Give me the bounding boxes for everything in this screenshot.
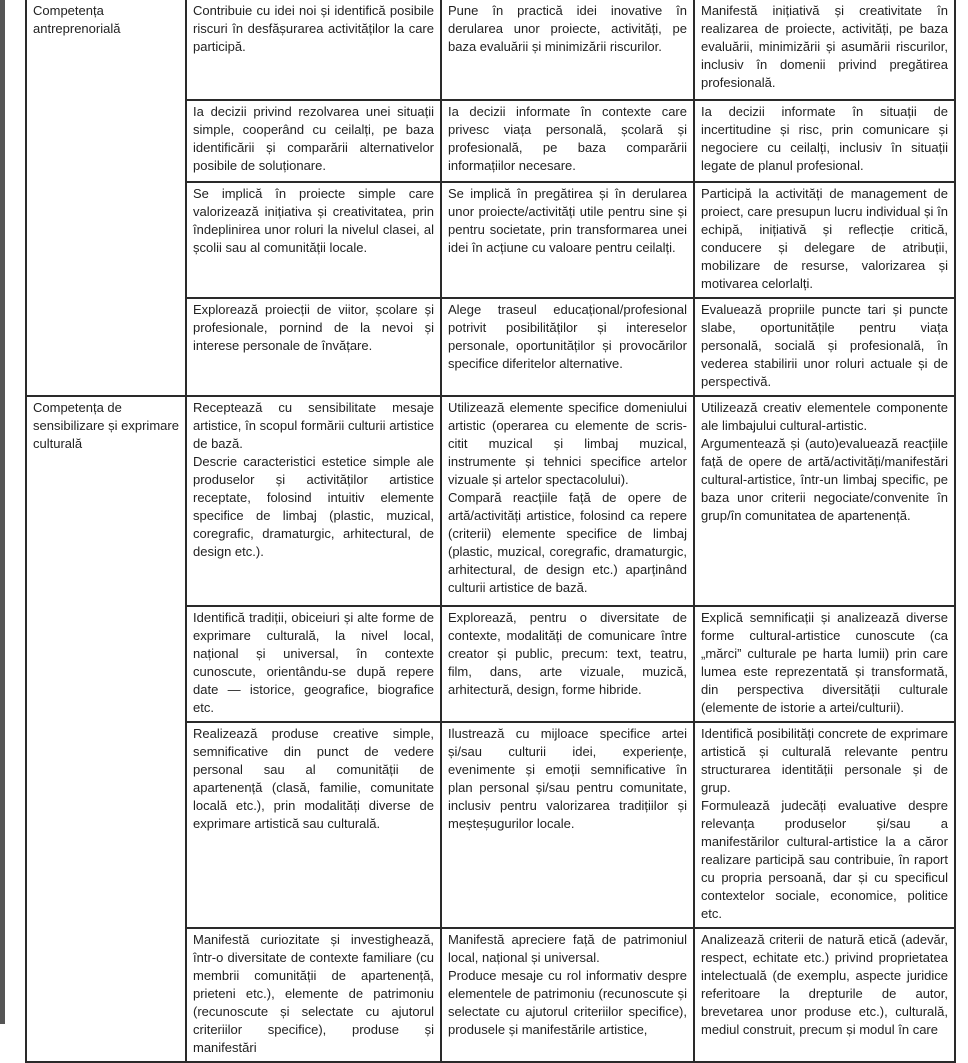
descriptor-paragraph: Participă la activități de management de proiect, care presupun lucru individual și în echipă, inițiativă și reflecție critică, conducere și delegare de atribuții, mobilizare de resurse, valorizarea și motivarea celorlalți. (701, 186, 948, 291)
descriptor-paragraph: Argumentează și (auto)evaluează reacțiile față de opere de artă/activități/manifestări cultural-artistice, într-un limbaj specific, pe baza unor criterii negociate/convenite în grup/în comunitatea de apartenență. (701, 436, 948, 523)
competence-name-cell: Competența de sensibilizare și exprimare culturală (26, 396, 186, 1062)
descriptor-paragraph: Evaluează propriile puncte tari și puncte slabe, oportunitățile pentru viața personală, socială și profesională, în vederea stabilirii unor roluri actuale și de perspectivă. (701, 302, 948, 389)
descriptor-paragraph: Manifestă curiozitate și investighează, într-o diversitate de contexte familiare (cu membrii comunității de apartenență, prieteni etc.), elemente de patrimoniu (recunoscute și selectate cu ajutorul criteriilor specifice), produse și manifestări (193, 932, 434, 1055)
descriptor-paragraph: Descrie caracteristici estetice simple ale produselor și activităților artistice receptate, folosind intuitiv elemente specifice de limbaj (plastic, muzical, coregrafic, dramaturgic, arhitectural, de design etc.). (193, 454, 434, 559)
descriptor-cell-level-2 (441, 722, 694, 928)
descriptor-paragraph: Ia decizii informate în situații de incertitudine și risc, prin comunicare și negociere cu ceilalți, inclusiv în situații legate de planul profesional. (701, 104, 948, 173)
descriptor-paragraph: Manifestă inițiativă și creativitate în realizarea de proiecte, activități, pe baza evaluării, minimizării și asumării riscurilor, inclusiv în domenii privind pregătirea profesională. (701, 3, 948, 90)
descriptor-cell-level-2 (441, 606, 694, 722)
descriptor-paragraph: Produce mesaje cu rol informativ despre elementele de patrimoniu (recunoscute și selectate cu ajutorul criteriilor specifice), produsele și manifestările artistice, (448, 968, 687, 1037)
descriptor-paragraph: Manifestă apreciere față de patrimoniul local, național și universal. (448, 932, 687, 965)
descriptor-cell-level-1 (186, 100, 441, 182)
descriptor-paragraph: Explorează, pentru o diversitate de contexte, modalități de comunicare între creator și public, precum: text, teatru, film, dans, arte vizuale, muzică, arhitectură, design, forme hibride. (448, 610, 687, 697)
descriptor-paragraph: Realizează produse creative simple, semnificative din punct de vedere personal sau al comunității de apartenență (clasă, familie, comunitate locală etc.), prin modalități diverse de exprimare artistică sau culturală. (193, 726, 434, 831)
descriptor-cell-level-3 (694, 298, 955, 396)
descriptor-cell-level-1 (186, 396, 441, 606)
descriptor-cell-level-1 (186, 722, 441, 928)
descriptor-paragraph: Pune în practică idei inovative în derularea unor proiecte, activități, pe baza evaluării și minimizării riscurilor. (448, 3, 687, 54)
viewer-left-edge (0, 0, 5, 1024)
descriptor-paragraph: Ilustrează cu mijloace specifice artei și/sau culturii idei, experiențe, evenimente și emoții semnificative în plan personal și/sau pentru comunitate, inclusiv pentru valorizarea tradițiilor și meșteșugurilor locale. (448, 726, 687, 831)
descriptor-paragraph: Contribuie cu idei noi și identifică posibile riscuri în desfășurarea activităților la care participă. (193, 3, 434, 54)
descriptor-cell-level-3 (694, 396, 955, 606)
competence-table (25, 0, 956, 1063)
descriptor-cell-level-2 (441, 396, 694, 606)
descriptor-paragraph: Ia decizii privind rezolvarea unei situații simple, cooperând cu ceilalți, pe baza identificării și comparării alternativelor posibile de soluționare. (193, 104, 434, 173)
descriptor-paragraph: Identifică posibilități concrete de exprimare artistică și culturală relevante pentru structurarea identității personale și de grup. (701, 726, 948, 795)
descriptor-cell-level-1 (186, 182, 441, 298)
descriptor-cell-level-2 (441, 100, 694, 182)
descriptor-paragraph: Explică semnificații și analizează diverse forme cultural-artistice cunoscute (ca „mărci” culturale pe harta lumii) prin care lumea este reprezentată și transformată, din perspectiva diversității culturale (elemente de istorie a artei/culturii). (701, 610, 948, 715)
table-row (26, 0, 955, 100)
competence-table-body (26, 0, 955, 1062)
descriptor-cell-level-3 (694, 100, 955, 182)
descriptor-cell-level-3 (694, 606, 955, 722)
descriptor-paragraph: Explorează proiecții de viitor, școlare și profesionale, pornind de la nevoi și interese personale de învățare. (193, 302, 434, 353)
descriptor-cell-level-2 (441, 182, 694, 298)
descriptor-cell-level-1 (186, 606, 441, 722)
descriptor-paragraph: Compară reacțiile față de opere de artă/activități artistice, folosind ca repere (criterii) elemente specifice de limbaj (plastic, muzical, coregrafic, dramaturgic, arhitectural, de design etc.) aparținând culturii artistice de bază. (448, 490, 687, 595)
descriptor-paragraph: Formulează judecăți evaluative despre relevanța produselor și/sau a manifestărilor cultural-artistice la a căror realizare participă sau contribuie, în raport cu propria persoană, dar și cu specificul contextelor sociale, economice, politice etc. (701, 798, 948, 921)
descriptor-cell-level-1 (186, 298, 441, 396)
competence-name-cell: Competența antreprenorială (26, 0, 186, 396)
descriptor-cell-level-2 (441, 928, 694, 1062)
descriptor-paragraph: Utilizează elemente specifice domeniului artistic (operarea cu elemente de scris-citit muzical și limbaj muzical, instrumente și tehnici specifice artelor vizuale și artelor spectacolului). (448, 400, 687, 487)
descriptor-cell-level-1 (186, 0, 441, 100)
descriptor-paragraph: Alege traseul educațional/profesional potrivit posibilităților și intereselor personale, oportunităților și provocărilor specifice diferitelor alternative. (448, 302, 687, 371)
descriptor-cell-level-3 (694, 928, 955, 1062)
descriptor-paragraph: Ia decizii informate în contexte care privesc viața personală, școlară și profesională, pe baza comparării informațiilor necesare. (448, 104, 687, 173)
descriptor-cell-level-3 (694, 182, 955, 298)
descriptor-cell-level-3 (694, 0, 955, 100)
descriptor-paragraph: Receptează cu sensibilitate mesaje artistice, în scopul formării culturii artistice de bază. (193, 400, 434, 451)
descriptor-cell-level-3 (694, 722, 955, 928)
descriptor-paragraph: Analizează criterii de natură etică (adevăr, respect, echitate etc.) privind proprietatea intelectuală (de exemplu, aspecte juridice referitoare la drepturile de autor, brevetarea unor produse etc.), culturală, mediul construit, precum și modul în care (701, 932, 948, 1037)
descriptor-cell-level-2 (441, 298, 694, 396)
descriptor-paragraph: Utilizează creativ elementele componente ale limbajului cultural-artistic. (701, 400, 948, 433)
descriptor-paragraph: Identifică tradiții, obiceiuri și alte forme de exprimare culturală, la nivel local, național și universal, în contexte cunoscute, orientându-se după repere date — istorice, geografice, biografice etc. (193, 610, 434, 715)
table-row (26, 396, 955, 606)
descriptor-paragraph: Se implică în proiecte simple care valorizează inițiativa și creativitatea, prin îndeplinirea unor roluri la nivelul clasei, al școlii sau al comunității locale. (193, 186, 434, 255)
descriptor-cell-level-1 (186, 928, 441, 1062)
descriptor-cell-level-2 (441, 0, 694, 100)
descriptor-paragraph: Se implică în pregătirea și în derularea unor proiecte/activități utile pentru sine și pentru societate, prin transformarea unei idei în acțiune cu valoare pentru ceilalți. (448, 186, 687, 255)
